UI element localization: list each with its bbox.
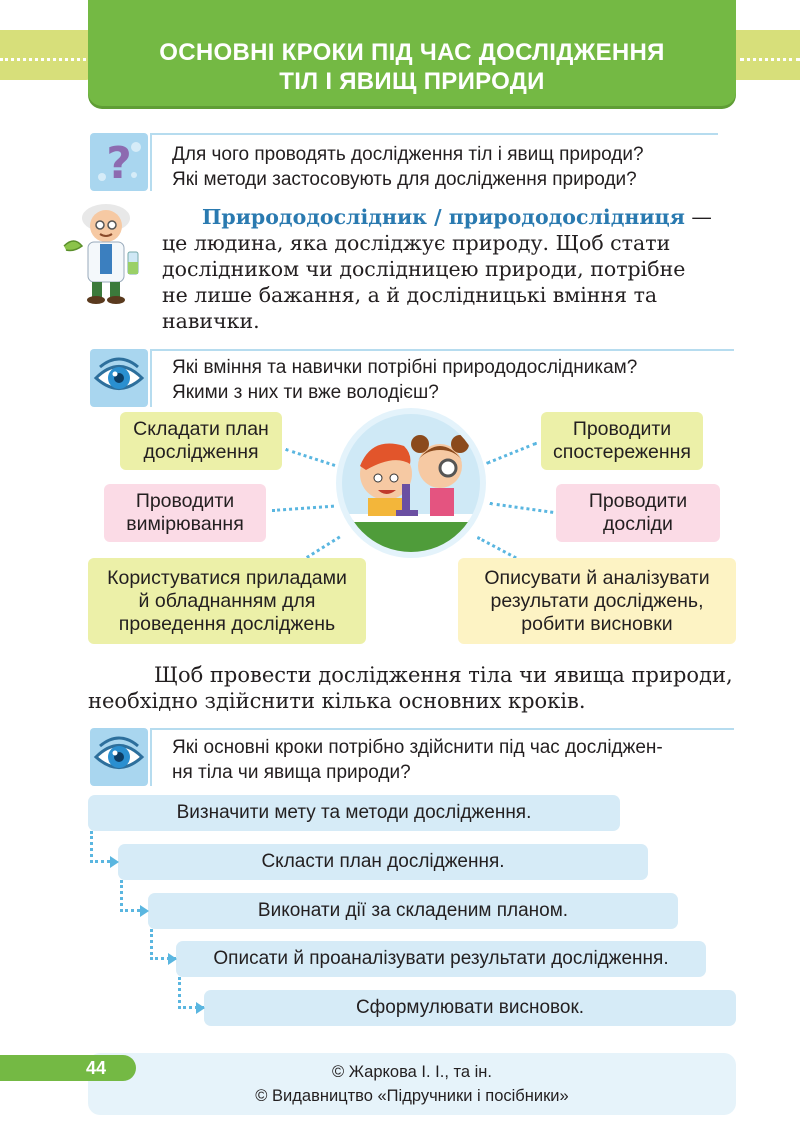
skills-rule-side — [150, 349, 152, 407]
skill-instruments-line-1: Користуватися приладами — [107, 566, 347, 589]
skill-analyze-line-3: робити висновки — [521, 612, 673, 635]
steps-question-text — [172, 735, 734, 785]
skills-question-line-2: Якими з них ти вже володієш? — [172, 382, 439, 403]
question-line-1: Для чого проводять дослідження тіл і явищ природи? — [172, 144, 644, 165]
page-number: 44 — [86, 1058, 107, 1078]
skills-question-line-1: Які вміння та навички потрібні природодослідникам? — [172, 357, 638, 378]
arrow-right-icon — [196, 1002, 205, 1014]
eye-icon — [90, 349, 148, 407]
skill-instruments — [88, 558, 366, 644]
definition-line-4: навички. — [162, 309, 260, 333]
page-title-line-2: ТІЛ І ЯВИЩ ПРИРОДИ — [279, 68, 545, 95]
skill-analyze — [458, 558, 736, 644]
skill-measure — [104, 484, 266, 542]
arrow-right-icon — [168, 953, 177, 965]
skill-analyze-line-1: Описувати й аналізувати — [484, 566, 710, 589]
skill-analyze-line-2: результати досліджень, — [490, 589, 704, 612]
definition-line-0 — [162, 204, 735, 230]
header-dotted-line-right — [740, 58, 800, 61]
steps-question-line-2: ня тіла чи явища природи? — [172, 762, 411, 783]
svg-text:?: ? — [106, 138, 132, 189]
skill-measure-line-1: Проводити — [135, 490, 235, 512]
step-3-label: Виконати дії за складеним планом. — [257, 900, 569, 921]
arrow-right-icon — [140, 905, 149, 917]
step-2-label: Скласти план дослідження. — [261, 851, 505, 872]
definition-line-2: дослідником чи дослідницею природи, потрібне — [162, 257, 686, 281]
intro-line-2: необхідно здійснити кілька основних кроків. — [88, 689, 586, 713]
skill-observe — [541, 412, 703, 470]
question-mark-icon — [90, 133, 148, 191]
connector-plan — [285, 448, 335, 467]
definition-dash: — — [684, 205, 712, 229]
question-rule-top — [152, 133, 718, 135]
skill-experiment — [556, 484, 720, 542]
connector-observe — [486, 442, 537, 465]
definition-line-3: не лише бажання, а й дослідницькі вміння та — [162, 283, 658, 307]
skills-rule-top — [152, 349, 734, 351]
definition-term: Природодослідник / природодослідниця — [202, 205, 685, 229]
page-header — [88, 0, 736, 106]
steps-rule-side — [150, 728, 152, 786]
skill-experiment-line-1: Проводити — [588, 490, 688, 512]
arrow-right-icon — [110, 856, 119, 868]
intro-paragraph — [88, 662, 736, 714]
question-rule-side — [150, 133, 152, 191]
page-title-line-1: ОСНОВНІ КРОКИ ПІД ЧАС ДОСЛІДЖЕННЯ — [159, 39, 665, 66]
header-side-band-right — [730, 30, 800, 80]
definition-line-1: це людина, яка досліджує природу. Щоб стати — [162, 231, 671, 255]
connector-measure — [272, 505, 334, 512]
kids-science-illustration — [336, 408, 486, 558]
skill-observe-line-1: Проводити — [572, 418, 672, 440]
step-1-label: Визначити мету та методи дослідження. — [176, 802, 532, 823]
footer-copyright-authors: © Жаркова І. І., та ін. — [331, 1063, 493, 1081]
skill-plan — [120, 412, 282, 470]
question-text — [172, 142, 644, 192]
question-line-2: Які методи застосовують для дослідження природи? — [172, 169, 637, 190]
step-4 — [176, 941, 706, 977]
skill-instruments-line-3: проведення досліджень — [118, 612, 336, 635]
step-4-label: Описати й проаналізувати результати дослідження. — [213, 948, 669, 969]
step-3 — [148, 893, 678, 929]
footer-copyright-publisher: © Видавництво «Підручники і посібники» — [255, 1087, 569, 1105]
steps-question-line-1: Які основні кроки потрібно здійснити під час досліджен- — [172, 737, 663, 758]
header-dotted-line-left — [0, 58, 86, 61]
connector-experiment — [490, 502, 554, 514]
page-title — [88, 38, 736, 96]
intro-line-1: Щоб провести дослідження тіла чи явища природи, — [154, 663, 733, 687]
skills-question-text — [172, 355, 734, 405]
skill-experiment-line-2: досліди — [603, 513, 673, 535]
eye-icon — [90, 728, 148, 786]
scientist-illustration — [60, 200, 152, 306]
skill-observe-line-2: спостереження — [553, 441, 691, 463]
step-2 — [118, 844, 648, 880]
step-1 — [88, 795, 620, 831]
header-side-band-left — [0, 30, 92, 80]
skill-instruments-line-2: й обладнанням для — [138, 589, 316, 612]
step-5 — [204, 990, 736, 1026]
skill-plan-line-1: Складати план — [133, 418, 269, 440]
steps-rule-top — [152, 728, 734, 730]
skill-measure-line-2: вимірювання — [126, 513, 244, 535]
definition-paragraph — [162, 204, 735, 334]
skill-plan-line-2: дослідження — [143, 441, 259, 463]
step-5-label: Сформулювати висновок. — [355, 997, 585, 1018]
